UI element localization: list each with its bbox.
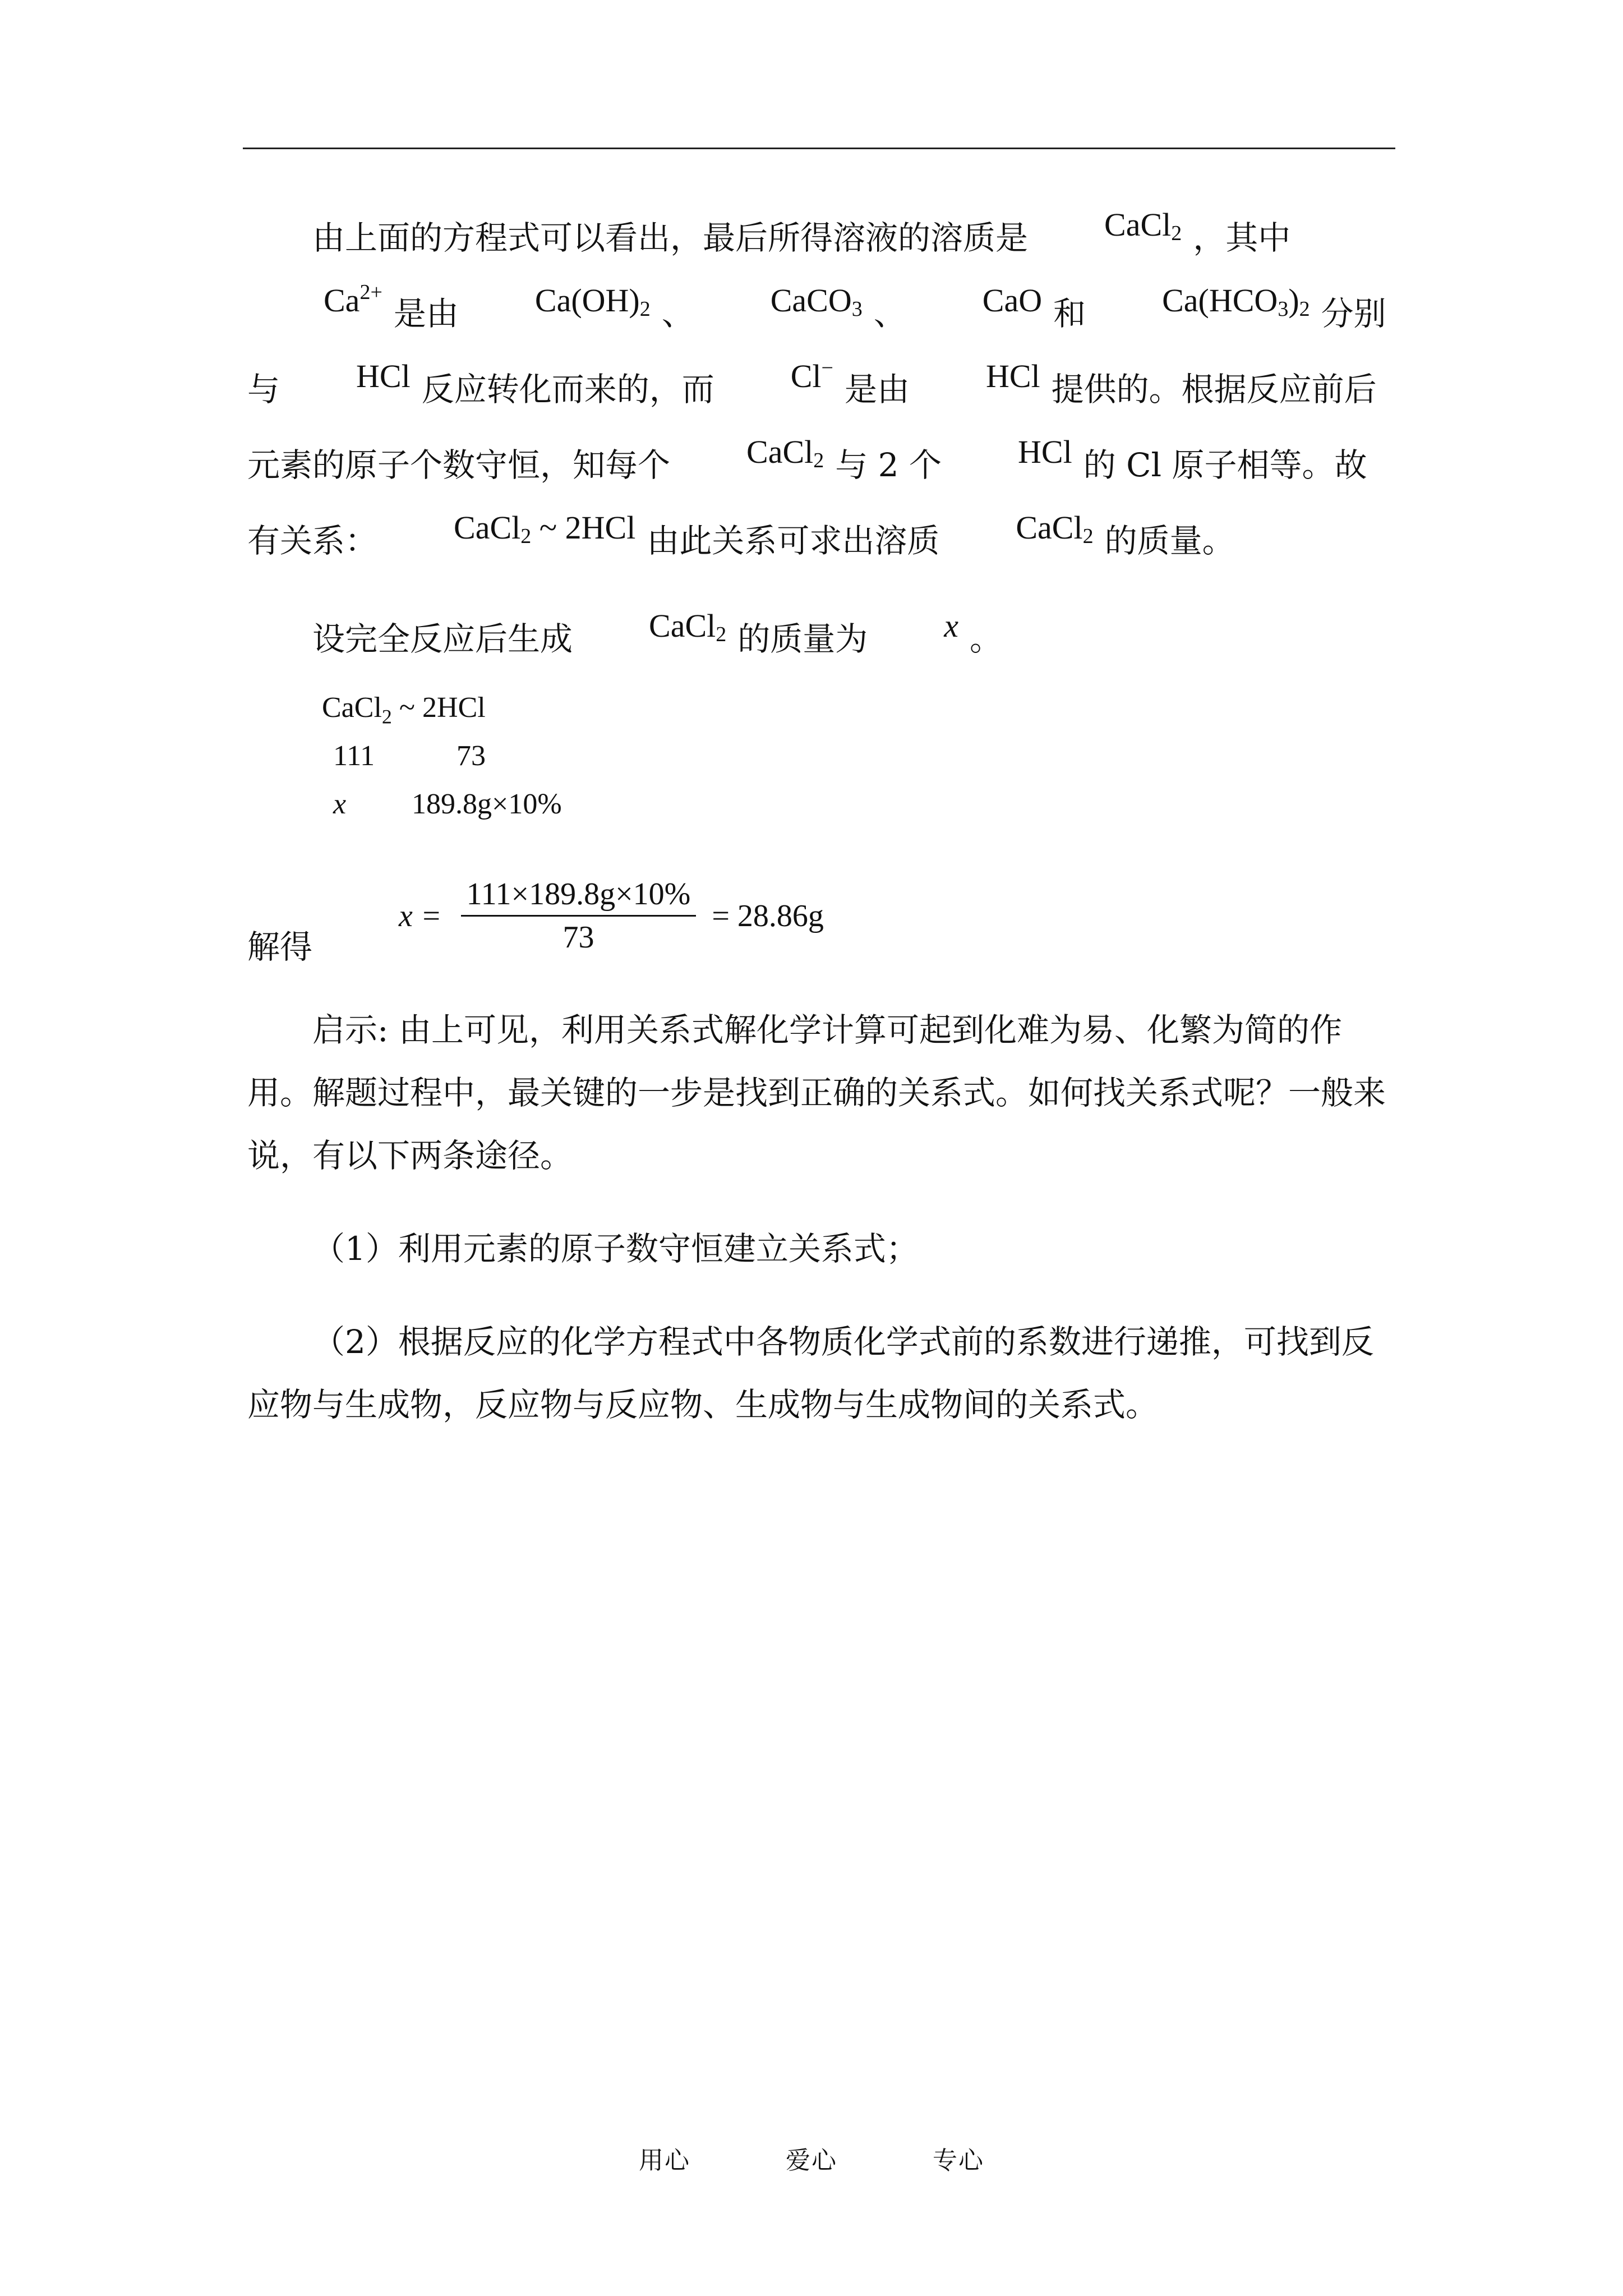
formula-cacl2: CaCl$_2$ — [746, 434, 824, 472]
formula-cacl2: CaCl$_2$ — [1016, 509, 1094, 548]
text: 提供的。根据反应前后元素的原子个数守恒，知每个 — [247, 370, 1377, 484]
text: 是由 — [393, 295, 459, 333]
paragraph-setup — [247, 595, 1397, 670]
formula-hcl: HCl — [985, 358, 1040, 394]
formula-lhs: x = — [399, 898, 442, 933]
paragraph-explanation — [247, 194, 1397, 572]
formula-cacl2: CaCl$_2$ — [1104, 206, 1182, 245]
formula-caoh2: $Ca(OH)_2$ — [534, 282, 651, 321]
paragraph-method-2: （2）根据反应的化学方程式中各物质化学式前的系数进行递推，可找到反应物与生成物，反应物与反应物、生成物与生成物间的关系式。 — [247, 1323, 1374, 1424]
variable-x: x — [944, 608, 959, 644]
formula-rhs: = 28.86g — [712, 898, 824, 933]
header-rule — [243, 148, 1395, 149]
formula-cahco3: $Ca(HCO_3)_2$ — [1162, 282, 1310, 321]
calc-cell: 189.8g×10% — [412, 788, 562, 820]
text: 、 — [873, 295, 906, 333]
text: 的质量。 — [1104, 522, 1235, 560]
text: ，其中 — [1193, 219, 1291, 257]
calc-cell: 111 — [333, 740, 375, 772]
formula-caco3: CaCO$_3$ — [770, 282, 863, 321]
formula-ca-ion: $Ca^{2+}$ — [324, 280, 382, 319]
footer-text: 用心 — [639, 2146, 690, 2175]
text: 是由 — [844, 370, 910, 408]
fraction-numerator: 111×189.8g×10% — [466, 877, 691, 912]
paragraph-insight: 启示: 由上可见，利用关系式解化学计算可起到化难为易、化繁为简的作用。解题过程中，最关键的一步是找到正确的关系式。如何找关系式呢？一般来说，有以下两条途径。 — [247, 1011, 1386, 1175]
calc-cell: x — [333, 788, 347, 820]
solution-formula — [399, 873, 824, 958]
solution-block — [247, 873, 1397, 972]
ratio-calculation — [322, 684, 1397, 829]
text: 由此关系可求出溶质 — [647, 522, 940, 560]
formula-hcl: HCl — [356, 358, 411, 394]
text: 反应转化而来的，而 — [421, 370, 714, 408]
fraction — [461, 873, 697, 958]
fraction-denominator: 73 — [562, 920, 594, 955]
text: 的 Cl 原子相等。故有关系： — [247, 446, 1367, 560]
page-footer — [0, 2140, 1623, 2176]
text: 的质量为 — [737, 620, 868, 658]
calc-relation-row: CaCl$_2$ ~ 2HCl — [322, 692, 486, 728]
footer-text: 爱心 — [786, 2146, 837, 2175]
text: 、 — [661, 295, 694, 333]
formula-cl-ion: Cl− — [790, 356, 833, 394]
footer-text: 专心 — [933, 2146, 984, 2175]
text: 设完全反应后生成 — [312, 620, 573, 658]
calc-cell: 73 — [457, 740, 486, 772]
text: 由上面的方程式可以看出，最后所得溶液的溶质是 — [312, 219, 1029, 257]
text: 与 2 个 — [835, 446, 942, 484]
text: 分别与 — [247, 295, 1386, 408]
calc-mass-row — [322, 732, 1397, 780]
calc-value-row — [322, 780, 1397, 829]
formula-cacl2: CaCl$_2$ — [649, 608, 727, 646]
formula-cao: CaO — [982, 282, 1043, 319]
paragraph-method-1: （1）利用元素的原子数守恒建立关系式； — [312, 1230, 919, 1268]
text: 和 — [1053, 295, 1086, 333]
formula-relation: CaCl$_2$ ~ 2HCl — [454, 509, 636, 548]
solution-label: 解得 — [247, 928, 313, 966]
document-body — [247, 194, 1397, 1436]
text: 。 — [970, 620, 1003, 658]
formula-hcl: HCl — [1018, 434, 1072, 470]
